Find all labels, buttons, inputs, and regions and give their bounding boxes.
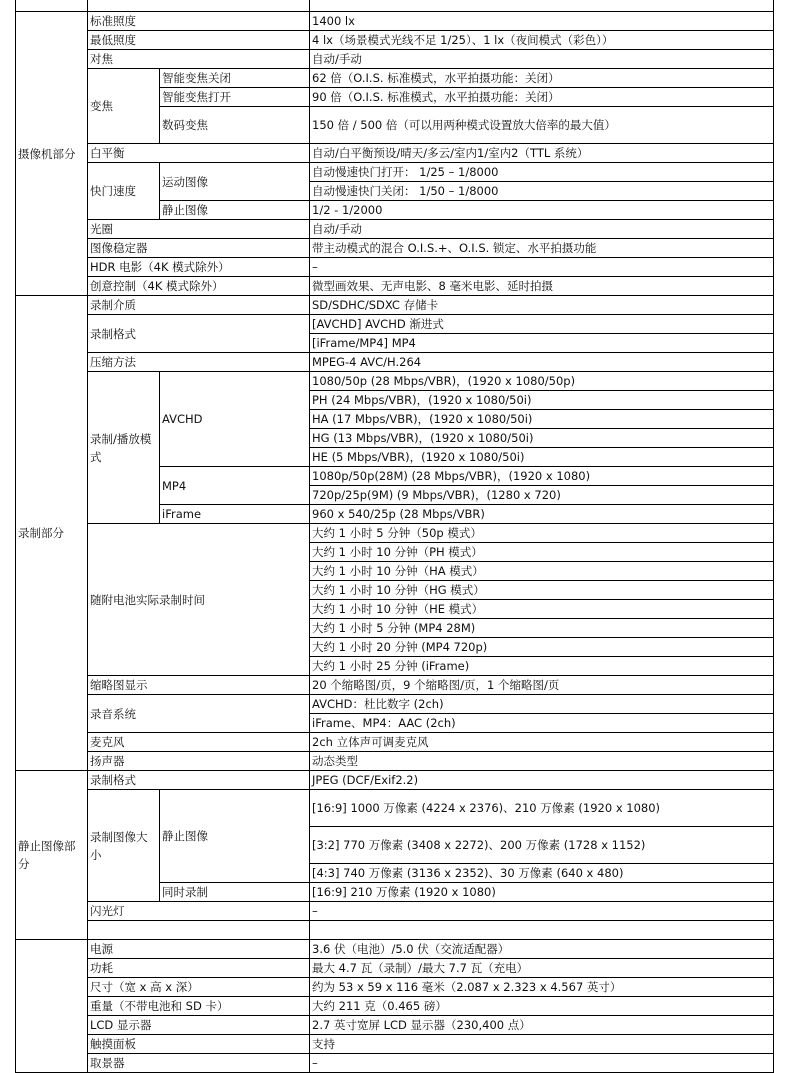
- table-row: [16, 695, 774, 714]
- section-camera: 摄像机部分: [16, 12, 88, 296]
- spec-value: 微型画效果、无声电影、8 毫米电影、延时拍摄: [310, 277, 774, 296]
- table-row: [16, 353, 774, 372]
- spec-cell: [310, 0, 774, 12]
- table-row: [16, 1054, 774, 1073]
- spec-value: 大约 1 小时 10 分钟（HA 模式）: [310, 562, 774, 581]
- table-row: [16, 12, 774, 31]
- spec-value: 大约 1 小时 5 分钟（50p 模式）: [310, 524, 774, 543]
- spec-value: HA (17 Mbps/VBR)，(1920 x 1080/50i): [310, 410, 774, 429]
- spec-value: 自动/手动: [310, 50, 774, 69]
- spec-label: 录制介质: [88, 296, 310, 315]
- spec-value: 90 倍（O.I.S. 标准模式，水平拍摄功能：关闭）: [310, 88, 774, 107]
- spec-value: [iFrame/MP4] MP4: [310, 334, 774, 353]
- spec-cell: [16, 0, 88, 12]
- spec-value: 大约 1 小时 5 分钟 (MP4 28M): [310, 619, 774, 638]
- spec-value: 1/2 - 1/2000: [310, 201, 774, 220]
- spec-label: 录制/播放模式: [88, 372, 160, 524]
- spec-label: 图像稳定器: [88, 239, 310, 258]
- section-recording: 录制部分: [16, 296, 88, 771]
- spec-value: [16:9] 1000 万像素 (4224 x 2376)、210 万像素 (1920 x 1080): [310, 790, 774, 827]
- spec-label: 创意控制（4K 模式除外）: [88, 277, 310, 296]
- table-row: [16, 959, 774, 978]
- spec-value: HE (5 Mbps/VBR)，(1920 x 1080/50i): [310, 448, 774, 467]
- spec-sublabel: 静止图像: [160, 790, 310, 883]
- table-row: [16, 1016, 774, 1035]
- spec-value: HG (13 Mbps/VBR)，(1920 x 1080/50i): [310, 429, 774, 448]
- spec-value: [310, 921, 774, 940]
- spec-value: [16:9] 210 万像素 (1920 x 1080): [310, 883, 774, 902]
- table-row: [16, 1035, 774, 1054]
- spec-value: PH (24 Mbps/VBR)，(1920 x 1080/50i): [310, 391, 774, 410]
- spec-value: 大约 1 小时 25 分钟 (iFrame): [310, 657, 774, 676]
- spec-value: 大约 211 克（0.465 磅）: [310, 997, 774, 1016]
- spec-label: 麦克风: [88, 733, 310, 752]
- spec-value: 1400 lx: [310, 12, 774, 31]
- table-row: [16, 676, 774, 695]
- spec-value: 720p/25p(9M) (9 Mbps/VBR)，(1280 x 720): [310, 486, 774, 505]
- table-row: [16, 997, 774, 1016]
- spec-value: 带主动模式的混合 O.I.S.+、O.I.S. 锁定、水平拍摄功能: [310, 239, 774, 258]
- spec-label: 对焦: [88, 50, 310, 69]
- table-row: [16, 277, 774, 296]
- spec-value: –: [310, 258, 774, 277]
- spec-value: 大约 1 小时 20 分钟 (MP4 720p): [310, 638, 774, 657]
- spec-value: 4 lx（场景模式光线不足 1/25）、1 lx（夜间模式（彩色））: [310, 31, 774, 50]
- spec-value: 3.6 伏（电池）/5.0 伏（交流适配器）: [310, 940, 774, 959]
- table-row: [16, 733, 774, 752]
- section-still: 静止图像部分: [16, 771, 88, 940]
- spec-value: 2.7 英寸宽屏 LCD 显示器（230,400 点）: [310, 1016, 774, 1035]
- spec-value: 自动慢速快门打开： 1/25 – 1/8000: [310, 163, 774, 182]
- spec-label: 尺寸（宽 x 高 x 深）: [88, 978, 310, 997]
- table-row: [16, 31, 774, 50]
- spec-value: 62 倍（O.I.S. 标准模式，水平拍摄功能：关闭）: [310, 69, 774, 88]
- spec-label: 压缩方法: [88, 353, 310, 372]
- spec-label: 缩略图显示: [88, 676, 310, 695]
- spec-label: 触摸面板: [88, 1035, 310, 1054]
- spec-sublabel: iFrame: [160, 505, 310, 524]
- spec-sublabel: 智能变焦关闭: [160, 69, 310, 88]
- table-row: [16, 315, 774, 334]
- table-row: [16, 220, 774, 239]
- spec-value: 自动/手动: [310, 220, 774, 239]
- table-row: [16, 790, 774, 827]
- spec-value: 1080p/50p(28M) (28 Mbps/VBR)，(1920 x 1080): [310, 467, 774, 486]
- spec-value: iFrame、MP4：AAC (2ch): [310, 714, 774, 733]
- spec-label: 闪光灯: [88, 902, 310, 921]
- spec-value: MPEG-4 AVC/H.264: [310, 353, 774, 372]
- table-row: [16, 372, 774, 391]
- spec-value: 动态类型: [310, 752, 774, 771]
- spec-value: SD/SDHC/SDXC 存储卡: [310, 296, 774, 315]
- table-row: [16, 50, 774, 69]
- spec-value: –: [310, 1054, 774, 1073]
- spec-value: [3:2] 770 万像素 (3408 x 2272)、200 万像素 (1728 x 1152): [310, 827, 774, 864]
- table-row: [16, 902, 774, 921]
- spec-label: 录制格式: [88, 771, 310, 790]
- spec-label: 录制图像大小: [88, 790, 160, 902]
- spec-value: 150 倍 / 500 倍（可以用两种模式设置放大倍率的最大值）: [310, 107, 774, 144]
- spec-label: 随附电池实际录制时间: [88, 524, 310, 676]
- spec-sublabel: 智能变焦打开: [160, 88, 310, 107]
- spec-value: 支持: [310, 1035, 774, 1054]
- spec-label: 快门速度: [88, 163, 160, 220]
- spec-label: [88, 921, 310, 940]
- spec-table: [15, 0, 774, 1073]
- spec-label: 重量（不带电池和 SD 卡）: [88, 997, 310, 1016]
- spec-label: 扬声器: [88, 752, 310, 771]
- spec-label: 功耗: [88, 959, 310, 978]
- table-row: [16, 752, 774, 771]
- spec-value: 大约 1 小时 10 分钟（HG 模式）: [310, 581, 774, 600]
- spec-value: 自动/白平衡预设/晴天/多云/室内1/室内2（TTL 系统）: [310, 144, 774, 163]
- spec-label: 光圈: [88, 220, 310, 239]
- spec-label: 电源: [88, 940, 310, 959]
- table-row: [16, 69, 774, 88]
- table-row: [16, 144, 774, 163]
- table-row: [16, 978, 774, 997]
- spec-label: 标准照度: [88, 12, 310, 31]
- spec-sublabel: AVCHD: [160, 372, 310, 467]
- spec-sublabel: 同时录制: [160, 883, 310, 902]
- spec-value: 960 x 540/25p (28 Mbps/VBR): [310, 505, 774, 524]
- spec-cell: [88, 0, 310, 12]
- spec-value: 1080/50p (28 Mbps/VBR)，(1920 x 1080/50p): [310, 372, 774, 391]
- spec-value: 约为 53 x 59 x 116 毫米（2.087 x 2.323 x 4.567 英寸）: [310, 978, 774, 997]
- spec-value: [4:3] 740 万像素 (3136 x 2352)、30 万像素 (640 x 480): [310, 864, 774, 883]
- spec-value: AVCHD：杜比数字 (2ch): [310, 695, 774, 714]
- spec-sublabel: MP4: [160, 467, 310, 505]
- table-row: [16, 258, 774, 277]
- spec-sublabel: 运动图像: [160, 163, 310, 201]
- table-row: [16, 524, 774, 543]
- spec-label: 最低照度: [88, 31, 310, 50]
- table-row: [16, 940, 774, 959]
- spec-label: LCD 显示器: [88, 1016, 310, 1035]
- table-row: [16, 163, 774, 182]
- table-row: [16, 239, 774, 258]
- table-row: [16, 771, 774, 790]
- spec-label: 白平衡: [88, 144, 310, 163]
- spec-label: HDR 电影（4K 模式除外）: [88, 258, 310, 277]
- spec-value: 自动慢速快门关闭： 1/50 – 1/8000: [310, 182, 774, 201]
- spec-value: –: [310, 902, 774, 921]
- table-row: [16, 296, 774, 315]
- spec-label: 取景器: [88, 1054, 310, 1073]
- spec-value: JPEG (DCF/Exif2.2): [310, 771, 774, 790]
- table-row: [16, 921, 774, 940]
- spec-value: [AVCHD] AVCHD 渐进式: [310, 315, 774, 334]
- spec-sublabel: 数码变焦: [160, 107, 310, 144]
- spec-value: 2ch 立体声可调麦克风: [310, 733, 774, 752]
- section-general: [16, 940, 88, 1073]
- spec-value: 20 个缩略图/页，9 个缩略图/页，1 个缩略图/页: [310, 676, 774, 695]
- table-row: [16, 0, 774, 12]
- spec-label: 录制格式: [88, 315, 310, 353]
- spec-label: 录音系统: [88, 695, 310, 733]
- spec-sublabel: 静止图像: [160, 201, 310, 220]
- spec-value: 大约 1 小时 10 分钟（PH 模式）: [310, 543, 774, 562]
- spec-value: 大约 1 小时 10 分钟（HE 模式）: [310, 600, 774, 619]
- spec-label: 变焦: [88, 69, 160, 144]
- spec-value: 最大 4.7 瓦（录制）/最大 7.7 瓦（充电）: [310, 959, 774, 978]
